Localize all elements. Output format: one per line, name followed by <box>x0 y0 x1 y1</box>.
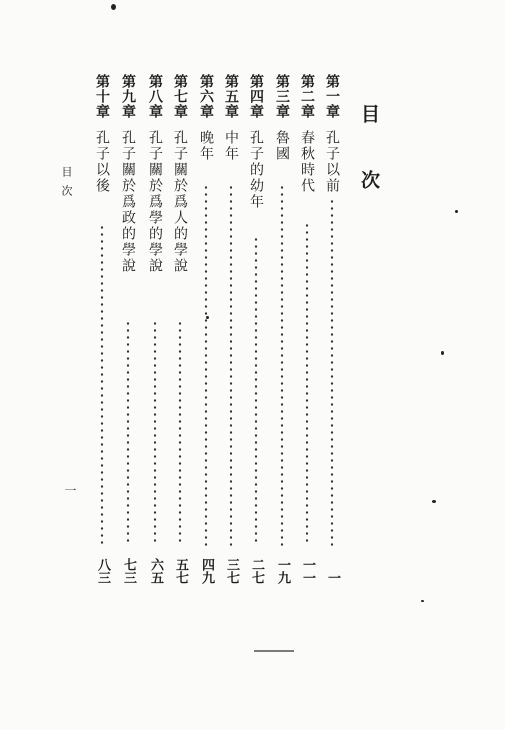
dot-leader <box>253 236 259 546</box>
scan-speck <box>421 600 424 602</box>
toc-chapter-number: 第十章 <box>94 74 110 119</box>
dot-leader <box>228 184 234 546</box>
toc-entry <box>221 74 241 584</box>
page-title: 目 次 <box>358 104 380 203</box>
dot-leader <box>329 198 335 546</box>
toc-page-number: 一一 <box>300 558 315 584</box>
toc-entry <box>297 74 317 584</box>
toc-chapter-title: 孔子的幼年 <box>248 130 264 210</box>
dot-leader <box>203 184 209 546</box>
toc-chapter-title: 孔子關於爲人的學說 <box>172 130 188 274</box>
toc-chapter-number: 第五章 <box>223 74 239 119</box>
scan-speck <box>111 4 116 10</box>
toc-chapter-number: 第九章 <box>120 74 136 119</box>
toc-chapter-title: 中年 <box>223 130 239 162</box>
toc-page-number: 八三 <box>95 558 110 584</box>
toc-chapter-title: 孔子關於爲學的學說 <box>147 130 163 274</box>
toc-entry <box>196 74 216 584</box>
scan-speck <box>206 316 209 319</box>
toc-chapter-title: 晚年 <box>198 130 214 162</box>
toc-chapter-title: 孔子以前 <box>324 130 340 194</box>
scan-speck <box>455 210 458 213</box>
toc-chapter-number: 第二章 <box>299 74 315 119</box>
toc-entry <box>246 74 266 584</box>
toc-chapter-title: 孔子以後 <box>94 130 110 194</box>
dot-leader <box>152 320 158 546</box>
dot-leader <box>99 224 105 546</box>
toc-chapter-number: 第八章 <box>147 74 163 119</box>
folio-number: 一 <box>63 484 77 496</box>
toc-chapter-number: 第六章 <box>198 74 214 119</box>
toc-entry <box>170 74 190 584</box>
toc-chapter-title: 魯國 <box>274 130 290 162</box>
dot-leader <box>125 320 131 546</box>
scan-mark-line <box>254 650 294 652</box>
toc-page-number: 六五 <box>148 558 163 584</box>
dot-leader <box>304 222 310 546</box>
toc-chapter-number: 第七章 <box>172 74 188 119</box>
toc-chapter-title: 孔子關於爲政的學說 <box>120 130 136 274</box>
toc-entry <box>118 74 138 584</box>
scan-speck <box>432 500 436 503</box>
toc-page-number: 一九 <box>275 558 290 584</box>
running-header: 目次 <box>60 166 73 204</box>
toc-entry <box>322 74 342 584</box>
toc-entry <box>272 74 292 584</box>
toc-page-number: 一 <box>325 571 340 584</box>
toc-chapter-number: 第一章 <box>324 74 340 119</box>
toc-page-number: 三七 <box>224 558 239 584</box>
toc-page-number: 七三 <box>121 558 136 584</box>
toc-chapter-number: 第三章 <box>274 74 290 119</box>
dot-leader <box>279 184 285 546</box>
toc-page-number: 二七 <box>249 558 264 584</box>
toc-page-number: 四九 <box>199 558 214 584</box>
dot-leader <box>177 320 183 546</box>
toc-chapter-title: 春秋時代 <box>299 130 315 194</box>
toc-entry <box>92 74 112 584</box>
toc-chapter-number: 第四章 <box>248 74 264 119</box>
toc-page-number: 五七 <box>173 558 188 584</box>
toc-entry <box>145 74 165 584</box>
scan-speck <box>441 351 444 355</box>
